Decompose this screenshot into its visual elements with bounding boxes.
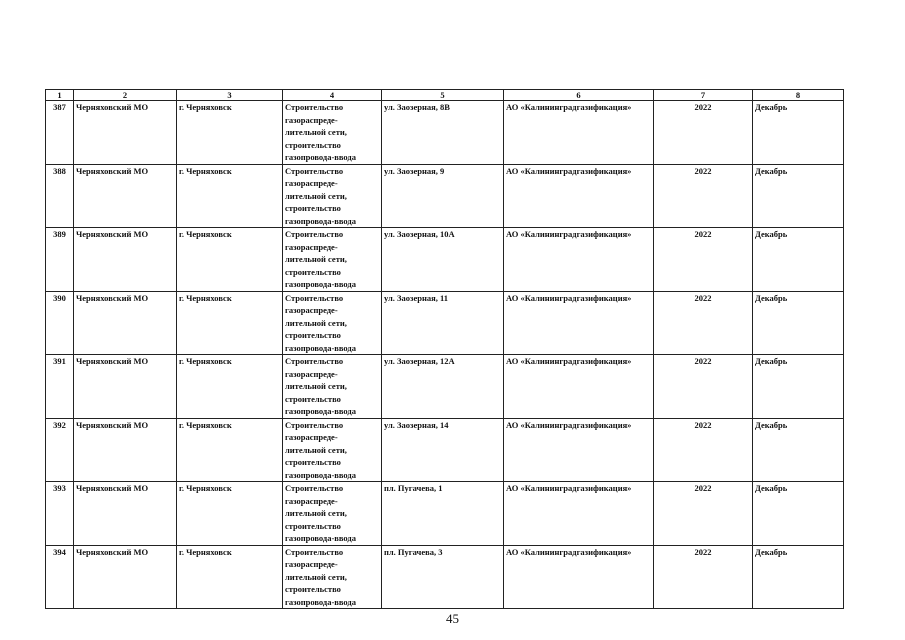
work-description-line: газопровода-ввода	[285, 406, 356, 416]
city-cell: г. Черняховск	[177, 164, 283, 228]
work-description-line: лительной сети,	[285, 254, 347, 264]
table-row	[46, 418, 844, 482]
work-description-line: Строительство	[285, 229, 344, 239]
row-number-cell: 389	[46, 228, 74, 292]
work-description-line: лительной сети,	[285, 444, 347, 455]
work-description-line: газораспреде-	[285, 114, 338, 125]
table-body	[46, 101, 844, 609]
work-description-cell	[283, 418, 382, 482]
month-cell: Декабрь	[753, 291, 844, 355]
header-row	[46, 90, 844, 101]
organization-cell: АО «Калининградгазификация»	[504, 482, 654, 546]
table-row	[46, 291, 844, 355]
city-cell: г. Черняховск	[177, 291, 283, 355]
work-description-line: газопровода-ввода	[285, 533, 356, 543]
work-description-line: строительство	[285, 393, 341, 404]
table-row	[46, 355, 844, 419]
work-description-line: газопровода-ввода	[285, 152, 356, 162]
organization-cell: АО «Калининградгазификация»	[504, 164, 654, 228]
column-header: 6	[504, 90, 654, 101]
address-cell: ул. Заозерная, 10А	[382, 228, 504, 292]
district-cell: Черняховский МО	[74, 355, 177, 419]
table-row	[46, 545, 844, 609]
district-cell: Черняховский МО	[74, 291, 177, 355]
column-header: 4	[283, 90, 382, 101]
organization-cell: АО «Калининградгазификация»	[504, 355, 654, 419]
work-description-line: газопровода-ввода	[285, 596, 356, 607]
month-cell: Декабрь	[753, 355, 844, 419]
address-cell: пл. Пугачева, 1	[382, 482, 504, 546]
row-number-cell: 388	[46, 164, 74, 228]
year-cell: 2022	[654, 482, 753, 546]
page-number: 45	[446, 611, 459, 626]
work-description-line: газопровода-ввода	[285, 469, 356, 480]
year-cell: 2022	[654, 101, 753, 165]
address-cell: ул. Заозерная, 12А	[382, 355, 504, 419]
work-description-line: газопровода-ввода	[285, 215, 356, 226]
work-description-line: газораспреде-	[285, 559, 338, 569]
address-cell: пл. Пугачева, 3	[382, 545, 504, 609]
address-cell: ул. Заозерная, 8В	[382, 101, 504, 165]
work-description-line: лительной сети,	[285, 571, 347, 582]
district-cell: Черняховский МО	[74, 228, 177, 292]
column-header: 8	[753, 90, 844, 101]
work-description-line: Строительство	[285, 102, 344, 112]
work-description-line: строительство	[285, 520, 341, 531]
work-description-line: строительство	[285, 330, 341, 340]
year-cell: 2022	[654, 228, 753, 292]
district-cell: Черняховский МО	[74, 482, 177, 546]
work-description-line: газораспреде-	[285, 178, 338, 188]
work-description-line: лительной сети,	[285, 317, 347, 328]
address-cell: ул. Заозерная, 9	[382, 164, 504, 228]
year-cell: 2022	[654, 418, 753, 482]
year-cell: 2022	[654, 355, 753, 419]
city-cell: г. Черняховск	[177, 355, 283, 419]
month-cell: Декабрь	[753, 164, 844, 228]
district-cell: Черняховский МО	[74, 545, 177, 609]
work-description-cell	[283, 482, 382, 546]
column-header: 1	[46, 90, 74, 101]
table-row	[46, 101, 844, 165]
row-number-cell: 394	[46, 545, 74, 609]
city-cell: г. Черняховск	[177, 482, 283, 546]
row-number-cell: 393	[46, 482, 74, 546]
work-description-cell	[283, 545, 382, 609]
work-description-cell	[283, 355, 382, 419]
column-header: 5	[382, 90, 504, 101]
address-cell: ул. Заозерная, 14	[382, 418, 504, 482]
work-description-line: Строительство	[285, 546, 344, 557]
organization-cell: АО «Калининградгазификация»	[504, 228, 654, 292]
work-description-line: Строительство	[285, 292, 344, 303]
work-description-line: строительство	[285, 584, 341, 594]
month-cell: Декабрь	[753, 101, 844, 165]
organization-cell: АО «Калининградгазификация»	[504, 291, 654, 355]
row-number-cell: 390	[46, 291, 74, 355]
column-header: 3	[177, 90, 283, 101]
work-description-line: газораспреде-	[285, 305, 338, 315]
work-description-line: строительство	[285, 266, 341, 277]
work-description-cell	[283, 164, 382, 228]
address-cell: ул. Заозерная, 11	[382, 291, 504, 355]
row-number-cell: 392	[46, 418, 74, 482]
work-description-line: газопровода-ввода	[285, 342, 356, 353]
work-description-cell	[283, 291, 382, 355]
month-cell: Декабрь	[753, 418, 844, 482]
district-cell: Черняховский МО	[74, 418, 177, 482]
work-description-line: лительной сети,	[285, 190, 347, 201]
work-description-line: газораспреде-	[285, 241, 338, 252]
work-description-line: строительство	[285, 457, 341, 467]
table-row	[46, 228, 844, 292]
city-cell: г. Черняховск	[177, 418, 283, 482]
district-cell: Черняховский МО	[74, 164, 177, 228]
work-description-line: строительство	[285, 139, 341, 150]
row-number-cell: 387	[46, 101, 74, 165]
work-description-line: лительной сети,	[285, 127, 347, 137]
work-description-line: газораспреде-	[285, 432, 338, 442]
row-number-cell: 391	[46, 355, 74, 419]
work-description-line: Строительство	[285, 419, 344, 430]
work-description-line: газопровода-ввода	[285, 279, 356, 289]
month-cell: Декабрь	[753, 482, 844, 546]
work-description-cell	[283, 101, 382, 165]
column-header: 2	[74, 90, 177, 101]
month-cell: Декабрь	[753, 545, 844, 609]
organization-cell: АО «Калининградгазификация»	[504, 418, 654, 482]
work-description-line: строительство	[285, 203, 341, 213]
year-cell: 2022	[654, 545, 753, 609]
city-cell: г. Черняховск	[177, 101, 283, 165]
table-row	[46, 164, 844, 228]
work-description-line: лительной сети,	[285, 381, 347, 391]
organization-cell: АО «Калининградгазификация»	[504, 545, 654, 609]
city-cell: г. Черняховск	[177, 545, 283, 609]
work-description-line: лительной сети,	[285, 508, 347, 518]
year-cell: 2022	[654, 164, 753, 228]
work-description-cell	[283, 228, 382, 292]
city-cell: г. Черняховск	[177, 228, 283, 292]
work-description-line: Строительство	[285, 165, 344, 176]
year-cell: 2022	[654, 291, 753, 355]
district-cell: Черняховский МО	[74, 101, 177, 165]
data-table	[45, 89, 844, 609]
work-description-line: газораспреде-	[285, 368, 338, 379]
month-cell: Декабрь	[753, 228, 844, 292]
work-description-line: Строительство	[285, 483, 344, 493]
table-row	[46, 482, 844, 546]
work-description-line: Строительство	[285, 356, 344, 366]
column-header: 7	[654, 90, 753, 101]
work-description-line: газораспреде-	[285, 495, 338, 506]
organization-cell: АО «Калининградгазификация»	[504, 101, 654, 165]
